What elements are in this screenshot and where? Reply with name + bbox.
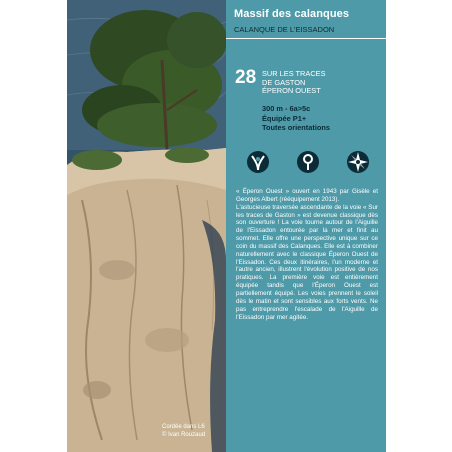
photo-credit: © Ivan Rouzaud (162, 432, 206, 438)
route-number: 28 (235, 67, 257, 88)
route-description (236, 188, 378, 321)
route-name (262, 70, 326, 96)
route-history-paragraph: « Éperon Ouest » ouvert en 1943 par Gisèle et Georges Albert (rééquipement 2013). (236, 188, 378, 203)
route-details-paragraph: L'astucieuse traversée ascendante de la voie « Sur les traces de Gaston » est devenue classique dès son ouverture ! La voie tourne autour de l'Aiguille de l'Eissadon entourée par la mer et finit au sommet. Elle offre une perspective unique sur ce coin du massif des Calanques. Elle est à combiner naturellement avec le classique Éperon Ouest de l'Eissadon. Ces deux itinéraires, l'un moderne et l'autre ancien, illustrent l'évolution positive de nos pratiques. La première voie est entièrement équipée tandis que l'Éperon Ouest est partiellement équipé. Les voies prennent le soleil dès le matin et sont sensibles aux forts vents. Ne pas entreprendre l'escalade de l'Aiguille de l'Eissadon par mer agitée. (236, 203, 378, 321)
photo-caption (162, 423, 226, 439)
climbing-rope-icon (246, 150, 270, 174)
calanque-subtitle: CALANQUE DE L'EISSADON (234, 25, 335, 34)
guidebook-page (67, 0, 386, 452)
route-name-line: ÉPERON OUEST (262, 86, 321, 95)
bolt-marker-icon (296, 150, 320, 174)
route-specs (262, 104, 330, 133)
route-equipment: Équipée P1+ (262, 113, 307, 123)
route-icons (238, 150, 378, 178)
header-divider (226, 38, 386, 39)
compass-rose-icon (346, 150, 370, 174)
route-length-grade: 300 m - 6a>5c (262, 104, 311, 113)
route-orientation: Toutes orientations (262, 123, 331, 132)
massif-title: Massif des calanques (234, 8, 350, 20)
route-name-line: DE GASTON (262, 77, 306, 87)
route-name-line: SUR LES TRACES (262, 69, 326, 78)
cliff-photo-illustration (67, 0, 226, 452)
photo-caption-title: Cordée dans L6 (162, 424, 205, 430)
route-info-panel (226, 0, 386, 452)
cliff-photo (67, 0, 226, 452)
